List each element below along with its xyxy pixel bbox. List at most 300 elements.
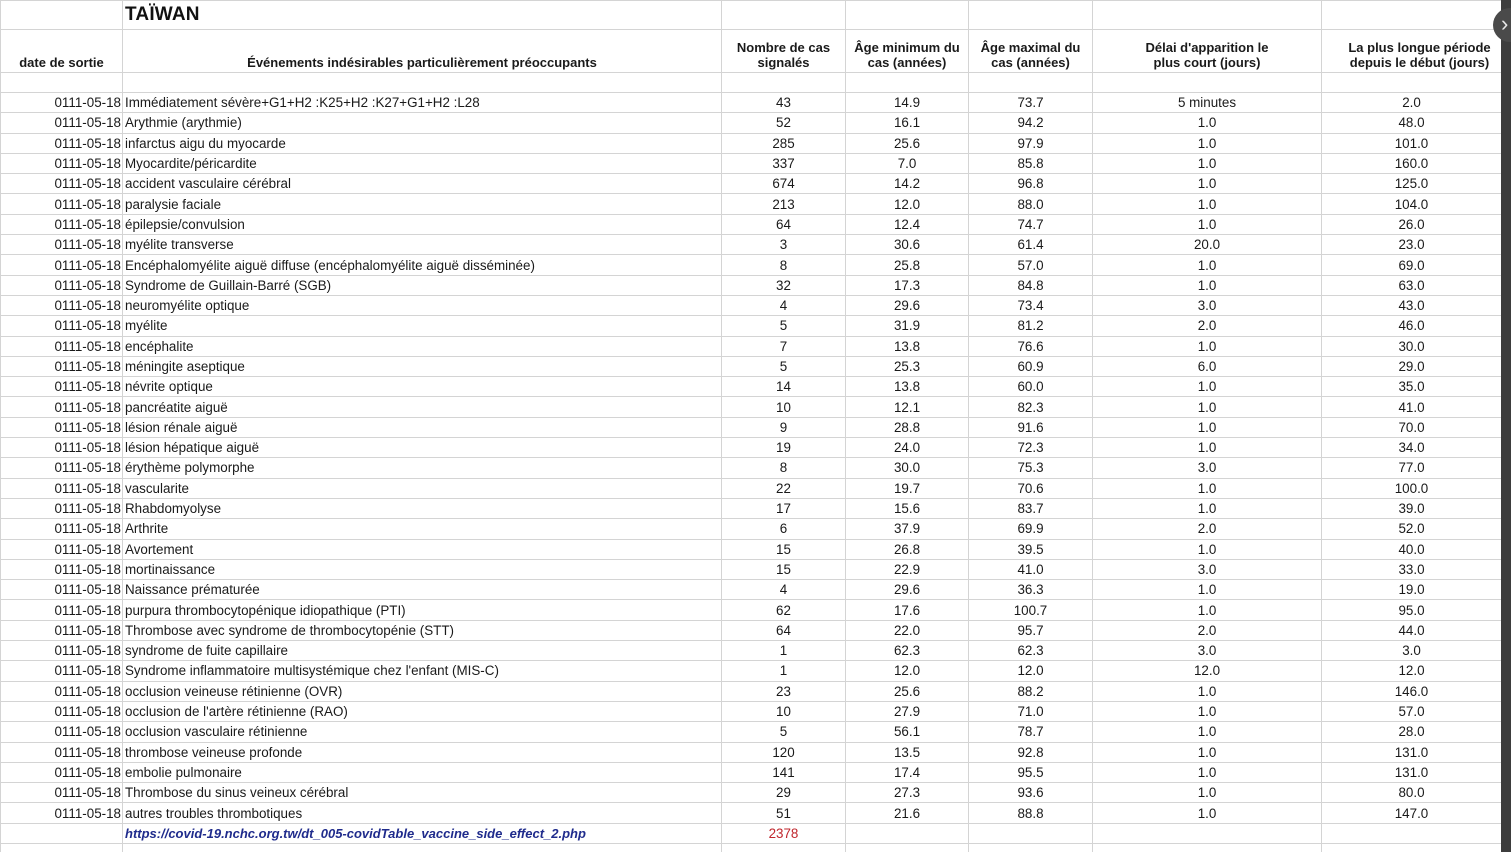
row-max-age[interactable]: 82.3	[969, 397, 1093, 417]
row-date[interactable]: 0111-05-18	[1, 762, 123, 782]
row-max-age[interactable]: 57.0	[969, 255, 1093, 275]
row-date[interactable]: 0111-05-18	[1, 742, 123, 762]
row-shortest-onset[interactable]: 1.0	[1093, 438, 1322, 458]
total-cases[interactable]: 2378	[722, 823, 846, 843]
row-cases[interactable]: 6	[722, 519, 846, 539]
row-longest-period[interactable]: 131.0	[1322, 742, 1502, 762]
row-cases[interactable]: 9	[722, 417, 846, 437]
row-min-age[interactable]: 17.4	[846, 762, 969, 782]
row-shortest-onset[interactable]: 2.0	[1093, 519, 1322, 539]
row-event[interactable]: lésion hépatique aiguë	[123, 438, 722, 458]
row-min-age[interactable]: 27.3	[846, 783, 969, 803]
row-date[interactable]: 0111-05-18	[1, 194, 123, 214]
row-max-age[interactable]: 97.9	[969, 133, 1093, 153]
cell[interactable]	[1, 1, 123, 30]
row-date[interactable]: 0111-05-18	[1, 641, 123, 661]
row-event[interactable]: myélite transverse	[123, 235, 722, 255]
row-max-age[interactable]: 100.7	[969, 600, 1093, 620]
row-max-age[interactable]: 61.4	[969, 235, 1093, 255]
row-longest-period[interactable]: 33.0	[1322, 559, 1502, 579]
row-cases[interactable]: 120	[722, 742, 846, 762]
cell[interactable]	[1, 843, 123, 852]
row-longest-period[interactable]: 57.0	[1322, 701, 1502, 721]
table-row	[1, 295, 1502, 315]
row-min-age[interactable]: 17.3	[846, 275, 969, 295]
row-shortest-onset[interactable]: 1.0	[1093, 133, 1322, 153]
row-shortest-onset[interactable]: 1.0	[1093, 498, 1322, 518]
row-cases[interactable]: 285	[722, 133, 846, 153]
row-min-age[interactable]: 29.6	[846, 580, 969, 600]
row-longest-period[interactable]: 3.0	[1322, 641, 1502, 661]
row-longest-period[interactable]: 48.0	[1322, 113, 1502, 133]
row-event[interactable]: Thrombose du sinus veineux cérébral	[123, 783, 722, 803]
header-shortest-onset[interactable]: Délai d'apparition le plus court (jours)	[1093, 30, 1322, 73]
table-row	[1, 214, 1502, 234]
row-cases[interactable]: 17	[722, 498, 846, 518]
row-min-age[interactable]: 62.3	[846, 641, 969, 661]
row-longest-period[interactable]: 2.0	[1322, 93, 1502, 113]
row-longest-period[interactable]: 104.0	[1322, 194, 1502, 214]
row-cases[interactable]: 19	[722, 438, 846, 458]
row-shortest-onset[interactable]: 1.0	[1093, 803, 1322, 823]
cell[interactable]	[969, 843, 1093, 852]
row-date[interactable]: 0111-05-18	[1, 397, 123, 417]
blank-row	[1, 843, 1502, 852]
row-date[interactable]: 0111-05-18	[1, 133, 123, 153]
row-date[interactable]: 0111-05-18	[1, 458, 123, 478]
row-min-age[interactable]: 21.6	[846, 803, 969, 823]
row-max-age[interactable]: 94.2	[969, 113, 1093, 133]
row-cases[interactable]: 10	[722, 701, 846, 721]
row-cases[interactable]: 62	[722, 600, 846, 620]
row-date[interactable]: 0111-05-18	[1, 235, 123, 255]
row-max-age[interactable]: 72.3	[969, 438, 1093, 458]
row-longest-period[interactable]: 26.0	[1322, 214, 1502, 234]
table-row	[1, 803, 1502, 823]
row-cases[interactable]: 15	[722, 539, 846, 559]
row-event[interactable]: encéphalite	[123, 336, 722, 356]
row-date[interactable]: 0111-05-18	[1, 681, 123, 701]
row-min-age[interactable]: 7.0	[846, 153, 969, 173]
header-longest-period[interactable]: La plus longue période depuis le début (jours)	[1322, 30, 1502, 73]
row-cases[interactable]: 141	[722, 762, 846, 782]
row-max-age[interactable]: 88.8	[969, 803, 1093, 823]
row-event[interactable]: neuromyélite optique	[123, 295, 722, 315]
cell[interactable]	[722, 73, 846, 93]
row-event[interactable]: épilepsie/convulsion	[123, 214, 722, 234]
row-event[interactable]: purpura thrombocytopénique idiopathique (PTI)	[123, 600, 722, 620]
row-longest-period[interactable]: 131.0	[1322, 762, 1502, 782]
row-date[interactable]: 0111-05-18	[1, 113, 123, 133]
row-shortest-onset[interactable]: 6.0	[1093, 356, 1322, 376]
row-date[interactable]: 0111-05-18	[1, 722, 123, 742]
cell[interactable]	[1093, 843, 1322, 852]
row-cases[interactable]: 5	[722, 722, 846, 742]
cell[interactable]	[969, 1, 1093, 30]
cell[interactable]	[846, 73, 969, 93]
row-date[interactable]: 0111-05-18	[1, 153, 123, 173]
row-shortest-onset[interactable]: 1.0	[1093, 255, 1322, 275]
cell[interactable]	[1093, 1, 1322, 30]
row-max-age[interactable]: 84.8	[969, 275, 1093, 295]
row-min-age[interactable]: 12.0	[846, 661, 969, 681]
row-event[interactable]: Encéphalomyélite aiguë diffuse (encéphalomyélite aiguë disséminée)	[123, 255, 722, 275]
row-shortest-onset[interactable]: 1.0	[1093, 417, 1322, 437]
row-date[interactable]: 0111-05-18	[1, 701, 123, 721]
row-date[interactable]: 0111-05-18	[1, 316, 123, 336]
row-min-age[interactable]: 30.6	[846, 235, 969, 255]
row-date[interactable]: 0111-05-18	[1, 803, 123, 823]
row-date[interactable]: 0111-05-18	[1, 580, 123, 600]
row-event[interactable]: érythème polymorphe	[123, 458, 722, 478]
row-min-age[interactable]: 26.8	[846, 539, 969, 559]
row-cases[interactable]: 14	[722, 377, 846, 397]
row-cases[interactable]: 52	[722, 113, 846, 133]
row-cases[interactable]: 4	[722, 580, 846, 600]
row-longest-period[interactable]: 160.0	[1322, 153, 1502, 173]
row-max-age[interactable]: 74.7	[969, 214, 1093, 234]
row-min-age[interactable]: 37.9	[846, 519, 969, 539]
row-cases[interactable]: 22	[722, 478, 846, 498]
row-longest-period[interactable]: 63.0	[1322, 275, 1502, 295]
cell[interactable]	[846, 823, 969, 843]
row-event[interactable]: mortinaissance	[123, 559, 722, 579]
row-min-age[interactable]: 30.0	[846, 458, 969, 478]
row-longest-period[interactable]: 125.0	[1322, 174, 1502, 194]
row-min-age[interactable]: 31.9	[846, 316, 969, 336]
row-shortest-onset[interactable]: 1.0	[1093, 336, 1322, 356]
row-shortest-onset[interactable]: 1.0	[1093, 153, 1322, 173]
cell[interactable]	[123, 843, 722, 852]
row-event[interactable]: pancréatite aiguë	[123, 397, 722, 417]
row-shortest-onset[interactable]: 1.0	[1093, 478, 1322, 498]
row-cases[interactable]: 10	[722, 397, 846, 417]
row-event[interactable]: Myocardite/péricardite	[123, 153, 722, 173]
row-longest-period[interactable]: 41.0	[1322, 397, 1502, 417]
row-event[interactable]: occlusion veineuse rétinienne (OVR)	[123, 681, 722, 701]
row-cases[interactable]: 7	[722, 336, 846, 356]
row-event[interactable]: lésion rénale aiguë	[123, 417, 722, 437]
cell[interactable]	[1322, 843, 1502, 852]
row-min-age[interactable]: 16.1	[846, 113, 969, 133]
row-date[interactable]: 0111-05-18	[1, 539, 123, 559]
cell[interactable]	[1, 73, 123, 93]
cell[interactable]	[846, 843, 969, 852]
row-date[interactable]: 0111-05-18	[1, 478, 123, 498]
row-min-age[interactable]: 25.6	[846, 133, 969, 153]
row-min-age[interactable]: 12.0	[846, 194, 969, 214]
row-shortest-onset[interactable]: 1.0	[1093, 783, 1322, 803]
row-event[interactable]: Rhabdomyolyse	[123, 498, 722, 518]
row-min-age[interactable]: 13.8	[846, 377, 969, 397]
row-cases[interactable]: 43	[722, 93, 846, 113]
row-event[interactable]: occlusion de l'artère rétinienne (RAO)	[123, 701, 722, 721]
row-date[interactable]: 0111-05-18	[1, 174, 123, 194]
row-longest-period[interactable]: 46.0	[1322, 316, 1502, 336]
table-row	[1, 153, 1502, 173]
row-event[interactable]: occlusion vasculaire rétinienne	[123, 722, 722, 742]
row-min-age[interactable]: 19.7	[846, 478, 969, 498]
row-max-age[interactable]: 60.9	[969, 356, 1093, 376]
row-shortest-onset[interactable]: 3.0	[1093, 295, 1322, 315]
row-date[interactable]: 0111-05-18	[1, 336, 123, 356]
row-cases[interactable]: 51	[722, 803, 846, 823]
row-max-age[interactable]: 71.0	[969, 701, 1093, 721]
row-min-age[interactable]: 25.6	[846, 681, 969, 701]
row-cases[interactable]: 64	[722, 620, 846, 640]
row-min-age[interactable]: 17.6	[846, 600, 969, 620]
row-longest-period[interactable]: 30.0	[1322, 336, 1502, 356]
row-event[interactable]: méningite aseptique	[123, 356, 722, 376]
row-min-age[interactable]: 27.9	[846, 701, 969, 721]
row-cases[interactable]: 5	[722, 316, 846, 336]
row-min-age[interactable]: 13.5	[846, 742, 969, 762]
row-shortest-onset[interactable]: 2.0	[1093, 316, 1322, 336]
row-shortest-onset[interactable]: 1.0	[1093, 742, 1322, 762]
row-min-age[interactable]: 22.9	[846, 559, 969, 579]
header-event[interactable]: Événements indésirables particulièrement préoccupants	[123, 30, 722, 73]
row-event[interactable]: Arythmie (arythmie)	[123, 113, 722, 133]
row-longest-period[interactable]: 39.0	[1322, 498, 1502, 518]
row-shortest-onset[interactable]: 1.0	[1093, 275, 1322, 295]
row-max-age[interactable]: 78.7	[969, 722, 1093, 742]
table-row	[1, 356, 1502, 376]
cell[interactable]	[1093, 73, 1322, 93]
row-max-age[interactable]: 95.7	[969, 620, 1093, 640]
row-date[interactable]: 0111-05-18	[1, 356, 123, 376]
row-date[interactable]: 0111-05-18	[1, 255, 123, 275]
row-event[interactable]: Syndrome de Guillain-Barré (SGB)	[123, 275, 722, 295]
row-date[interactable]: 0111-05-18	[1, 620, 123, 640]
row-longest-period[interactable]: 146.0	[1322, 681, 1502, 701]
row-date[interactable]: 0111-05-18	[1, 661, 123, 681]
row-shortest-onset[interactable]: 1.0	[1093, 681, 1322, 701]
row-longest-period[interactable]: 23.0	[1322, 235, 1502, 255]
row-max-age[interactable]: 83.7	[969, 498, 1093, 518]
row-event[interactable]: Thrombose avec syndrome de thrombocytopénie (STT)	[123, 620, 722, 640]
table-row	[1, 681, 1502, 701]
row-event[interactable]: Naissance prématurée	[123, 580, 722, 600]
row-max-age[interactable]: 88.2	[969, 681, 1093, 701]
row-date[interactable]: 0111-05-18	[1, 377, 123, 397]
row-min-age[interactable]: 12.4	[846, 214, 969, 234]
header-cases[interactable]: Nombre de cas signalés	[722, 30, 846, 73]
row-longest-period[interactable]: 19.0	[1322, 580, 1502, 600]
row-shortest-onset[interactable]: 1.0	[1093, 194, 1322, 214]
header-date[interactable]: date de sortie	[1, 30, 123, 73]
row-max-age[interactable]: 81.2	[969, 316, 1093, 336]
row-longest-period[interactable]: 35.0	[1322, 377, 1502, 397]
row-event[interactable]: paralysie faciale	[123, 194, 722, 214]
table-row	[1, 762, 1502, 782]
row-max-age[interactable]: 92.8	[969, 742, 1093, 762]
table-row	[1, 113, 1502, 133]
row-date[interactable]: 0111-05-18	[1, 519, 123, 539]
row-shortest-onset[interactable]: 1.0	[1093, 539, 1322, 559]
row-event[interactable]: Syndrome inflammatoire multisystémique chez l'enfant (MIS-C)	[123, 661, 722, 681]
row-min-age[interactable]: 12.1	[846, 397, 969, 417]
row-shortest-onset[interactable]: 3.0	[1093, 641, 1322, 661]
row-longest-period[interactable]: 29.0	[1322, 356, 1502, 376]
row-cases[interactable]: 1	[722, 661, 846, 681]
row-max-age[interactable]: 70.6	[969, 478, 1093, 498]
header-max-age[interactable]: Âge maximal du cas (années)	[969, 30, 1093, 73]
row-shortest-onset[interactable]: 1.0	[1093, 600, 1322, 620]
row-cases[interactable]: 23	[722, 681, 846, 701]
row-cases[interactable]: 674	[722, 174, 846, 194]
row-min-age[interactable]: 25.8	[846, 255, 969, 275]
row-date[interactable]: 0111-05-18	[1, 498, 123, 518]
header-min-age[interactable]: Âge minimum du cas (années)	[846, 30, 969, 73]
row-max-age[interactable]: 95.5	[969, 762, 1093, 782]
row-shortest-onset[interactable]: 1.0	[1093, 377, 1322, 397]
row-shortest-onset[interactable]: 1.0	[1093, 113, 1322, 133]
row-max-age[interactable]: 76.6	[969, 336, 1093, 356]
row-event[interactable]: thrombose veineuse profonde	[123, 742, 722, 762]
row-longest-period[interactable]: 34.0	[1322, 438, 1502, 458]
row-max-age[interactable]: 73.4	[969, 295, 1093, 315]
row-longest-period[interactable]: 147.0	[1322, 803, 1502, 823]
row-min-age[interactable]: 56.1	[846, 722, 969, 742]
row-longest-period[interactable]: 95.0	[1322, 600, 1502, 620]
cell[interactable]	[123, 73, 722, 93]
row-cases[interactable]: 4	[722, 295, 846, 315]
row-shortest-onset[interactable]: 20.0	[1093, 235, 1322, 255]
cell[interactable]	[1093, 823, 1322, 843]
row-shortest-onset[interactable]: 1.0	[1093, 762, 1322, 782]
row-max-age[interactable]: 12.0	[969, 661, 1093, 681]
row-longest-period[interactable]: 70.0	[1322, 417, 1502, 437]
row-cases[interactable]: 29	[722, 783, 846, 803]
table-row	[1, 458, 1502, 478]
row-date[interactable]: 0111-05-18	[1, 783, 123, 803]
row-max-age[interactable]: 75.3	[969, 458, 1093, 478]
row-min-age[interactable]: 14.9	[846, 93, 969, 113]
row-event[interactable]: Immédiatement sévère+G1+H2 :K25+H2 :K27+G1+H2 :L28	[123, 93, 722, 113]
row-longest-period[interactable]: 101.0	[1322, 133, 1502, 153]
row-cases[interactable]: 5	[722, 356, 846, 376]
header-row	[1, 30, 1502, 73]
row-date[interactable]: 0111-05-18	[1, 93, 123, 113]
row-cases[interactable]: 32	[722, 275, 846, 295]
chevron-right-icon: ›	[1501, 11, 1509, 36]
row-event[interactable]: myélite	[123, 316, 722, 336]
row-shortest-onset[interactable]: 1.0	[1093, 397, 1322, 417]
row-min-age[interactable]: 28.8	[846, 417, 969, 437]
row-cases[interactable]: 337	[722, 153, 846, 173]
row-event[interactable]: accident vasculaire cérébral	[123, 174, 722, 194]
row-max-age[interactable]: 41.0	[969, 559, 1093, 579]
row-shortest-onset[interactable]: 1.0	[1093, 214, 1322, 234]
sheet-title-cell[interactable]	[123, 1, 722, 30]
row-min-age[interactable]: 15.6	[846, 498, 969, 518]
row-date[interactable]: 0111-05-18	[1, 417, 123, 437]
row-max-age[interactable]: 85.8	[969, 153, 1093, 173]
cell[interactable]	[969, 823, 1093, 843]
cell[interactable]	[846, 1, 969, 30]
source-link[interactable]: https://covid-19.nchc.org.tw/dt_005-covidTable_vaccine_side_effect_2.php	[123, 823, 722, 843]
cell[interactable]	[722, 843, 846, 852]
row-date[interactable]: 0111-05-18	[1, 214, 123, 234]
row-event[interactable]: vascularite	[123, 478, 722, 498]
row-longest-period[interactable]: 12.0	[1322, 661, 1502, 681]
row-event[interactable]: autres troubles thrombotiques	[123, 803, 722, 823]
cell[interactable]	[1322, 823, 1502, 843]
row-min-age[interactable]: 13.8	[846, 336, 969, 356]
row-longest-period[interactable]: 100.0	[1322, 478, 1502, 498]
row-max-age[interactable]: 91.6	[969, 417, 1093, 437]
row-cases[interactable]: 8	[722, 458, 846, 478]
row-max-age[interactable]: 69.9	[969, 519, 1093, 539]
cell[interactable]	[969, 73, 1093, 93]
row-longest-period[interactable]: 69.0	[1322, 255, 1502, 275]
row-event[interactable]: névrite optique	[123, 377, 722, 397]
row-shortest-onset[interactable]: 5 minutes	[1093, 93, 1322, 113]
row-longest-period[interactable]: 77.0	[1322, 458, 1502, 478]
row-shortest-onset[interactable]: 1.0	[1093, 580, 1322, 600]
row-max-age[interactable]: 62.3	[969, 641, 1093, 661]
cell[interactable]	[1322, 1, 1502, 30]
row-shortest-onset[interactable]: 1.0	[1093, 722, 1322, 742]
row-shortest-onset[interactable]: 1.0	[1093, 174, 1322, 194]
cell[interactable]	[722, 1, 846, 30]
row-date[interactable]: 0111-05-18	[1, 438, 123, 458]
row-event[interactable]: syndrome de fuite capillaire	[123, 641, 722, 661]
row-shortest-onset[interactable]: 2.0	[1093, 620, 1322, 640]
row-min-age[interactable]: 14.2	[846, 174, 969, 194]
row-max-age[interactable]: 73.7	[969, 93, 1093, 113]
row-min-age[interactable]: 22.0	[846, 620, 969, 640]
row-min-age[interactable]: 29.6	[846, 295, 969, 315]
row-shortest-onset[interactable]: 12.0	[1093, 661, 1322, 681]
row-max-age[interactable]: 96.8	[969, 174, 1093, 194]
row-longest-period[interactable]: 52.0	[1322, 519, 1502, 539]
row-cases[interactable]: 64	[722, 214, 846, 234]
row-min-age[interactable]: 25.3	[846, 356, 969, 376]
row-date[interactable]: 0111-05-18	[1, 600, 123, 620]
row-max-age[interactable]: 93.6	[969, 783, 1093, 803]
row-longest-period[interactable]: 40.0	[1322, 539, 1502, 559]
row-min-age[interactable]: 24.0	[846, 438, 969, 458]
row-date[interactable]: 0111-05-18	[1, 275, 123, 295]
row-shortest-onset[interactable]: 1.0	[1093, 701, 1322, 721]
row-event[interactable]: Arthrite	[123, 519, 722, 539]
row-date[interactable]: 0111-05-18	[1, 559, 123, 579]
row-max-age[interactable]: 39.5	[969, 539, 1093, 559]
row-shortest-onset[interactable]: 3.0	[1093, 559, 1322, 579]
row-cases[interactable]: 1	[722, 641, 846, 661]
cell[interactable]	[1, 823, 123, 843]
row-longest-period[interactable]: 28.0	[1322, 722, 1502, 742]
row-longest-period[interactable]: 44.0	[1322, 620, 1502, 640]
row-max-age[interactable]: 60.0	[969, 377, 1093, 397]
row-event[interactable]: embolie pulmonaire	[123, 762, 722, 782]
row-cases[interactable]: 8	[722, 255, 846, 275]
row-cases[interactable]: 3	[722, 235, 846, 255]
row-cases[interactable]: 213	[722, 194, 846, 214]
row-longest-period[interactable]: 80.0	[1322, 783, 1502, 803]
row-date[interactable]: 0111-05-18	[1, 295, 123, 315]
row-event[interactable]: Avortement	[123, 539, 722, 559]
row-max-age[interactable]: 36.3	[969, 580, 1093, 600]
row-shortest-onset[interactable]: 3.0	[1093, 458, 1322, 478]
row-longest-period[interactable]: 43.0	[1322, 295, 1502, 315]
row-event[interactable]: infarctus aigu du myocarde	[123, 133, 722, 153]
row-max-age[interactable]: 88.0	[969, 194, 1093, 214]
table-row	[1, 316, 1502, 336]
cell[interactable]	[1322, 73, 1502, 93]
row-cases[interactable]: 15	[722, 559, 846, 579]
